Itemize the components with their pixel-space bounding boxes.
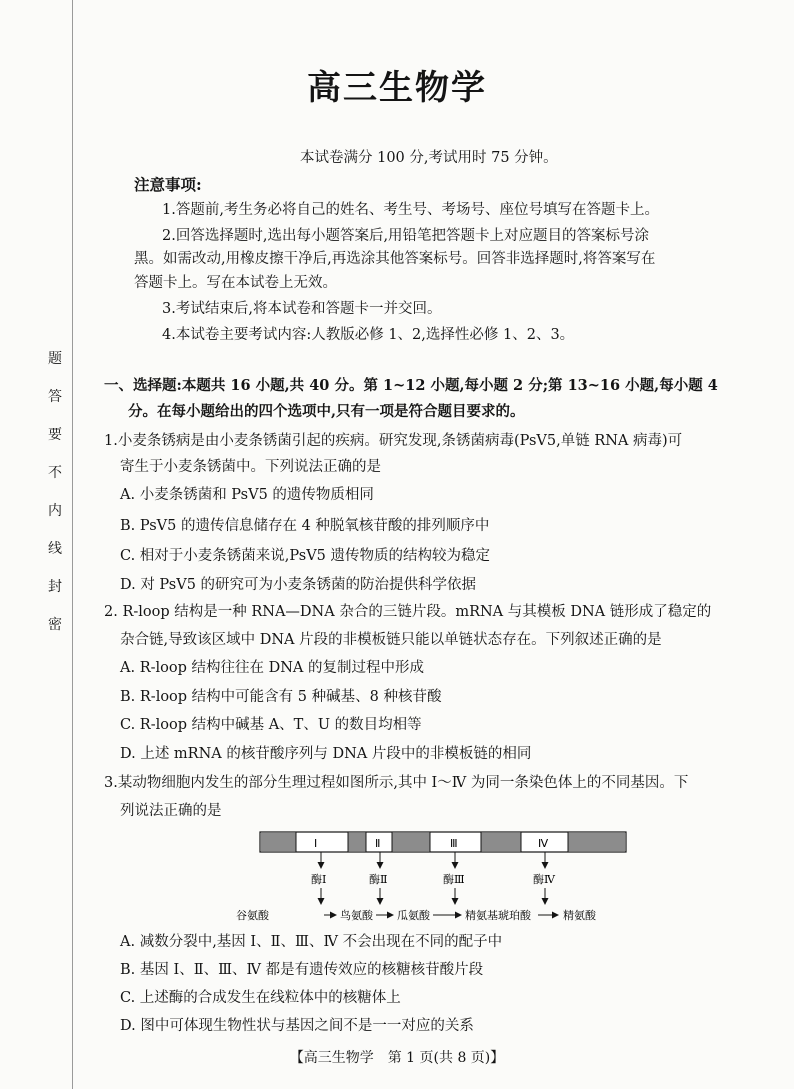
notice-line: 3.考试结束后,将本试卷和答题卡一并交回。 [162,301,442,317]
binding-margin-line [72,0,73,1089]
q3-option-b: B. 基因 Ⅰ、Ⅱ、Ⅲ、Ⅳ 都是有遗传效应的核糖核苷酸片段 [120,962,484,978]
seal-char: 线 [48,541,62,557]
notice-line: 2.回答选择题时,选出每小题答案后,用铅笔把答题卡上对应题目的答案标号涂 [162,228,650,244]
seal-char: 题 [48,351,62,367]
gene-pathway-diagram [236,830,628,930]
q3-option-d: D. 图中可体现生物性状与基因之间不是一一对应的关系 [120,1018,474,1034]
seal-char: 封 [48,579,62,595]
q1-option-b: B. PsV5 的遗传信息储存在 4 种脱氧核苷酸的排列顺序中 [120,518,490,534]
noncoding-segment [261,833,296,851]
q2-option-c: C. R-loop 结构中碱基 A、T、U 的数目均相等 [120,717,422,733]
seal-char: 密 [48,617,62,633]
q3-stem: 3.某动物细胞内发生的部分生理过程如图所示,其中 Ⅰ～Ⅳ 为同一条染色体上的不同基因。下 [104,775,689,791]
seal-char: 不 [48,465,62,481]
gene-label-i: Ⅰ [314,838,318,850]
seal-line-notice [44,352,66,752]
notice-heading: 注意事项: [134,175,202,194]
q1-option-d: D. 对 PsV5 的研究可为小麦条锈菌的防治提供科学依据 [120,577,477,593]
noncoding-segment [568,833,625,851]
q1-option-c: C. 相对于小麦条锈菌来说,PsV5 遗传物质的结构较为稳定 [120,548,491,564]
section-heading: 一、选择题:本题共 16 小题,共 40 分。第 1~12 小题,每小题 2 分;第 13~16 小题,每小题 4 [104,377,718,394]
substance-label: 精氨酸 [563,909,596,922]
enzyme-label: 酶Ⅱ [369,873,388,886]
page-title: 高三生物学 [307,68,487,108]
seal-char: 要 [48,427,62,443]
q3-option-c: C. 上述酶的合成发生在线粒体中的核糖体上 [120,990,401,1006]
q2-stem-cont: 杂合链,导致该区域中 DNA 片段的非模板链只能以单链状态存在。下列叙述正确的是 [120,632,662,648]
q2-stem: 2. R-loop 结构是一种 RNA—DNA 杂合的三链片段。mRNA 与其模板 DNA 链形成了稳定的 [104,604,712,620]
section-heading-cont: 分。在每小题给出的四个选项中,只有一项是符合题目要求的。 [128,403,525,420]
enzyme-label: 酶Ⅳ [533,873,555,886]
q2-option-d: D. 上述 mRNA 的核苷酸序列与 DNA 片段中的非模板链的相同 [120,746,532,762]
enzyme-label: 酶Ⅲ [443,873,465,886]
page-footer: 【高三生物学 第 1 页(共 8 页)】 [289,1050,505,1066]
noncoding-segment [348,833,366,851]
q2-option-b: B. R-loop 结构中可能含有 5 种碱基、8 种核苷酸 [120,689,442,705]
q1-stem-cont: 寄生于小麦条锈菌中。下列说法正确的是 [120,459,381,475]
q3-option-a: A. 减数分裂中,基因 Ⅰ、Ⅱ、Ⅲ、Ⅳ 不会出现在不同的配子中 [120,934,503,950]
notice-line: 黑。如需改动,用橡皮擦干净后,再选涂其他答案标号。回答非选择题时,将答案写在 [134,251,656,267]
noncoding-segment [392,833,430,851]
substance-label: 精氨基琥珀酸 [465,909,531,922]
enzyme-label: 酶Ⅰ [311,873,327,886]
q3-stem-cont: 列说法正确的是 [120,803,222,819]
exam-info: 本试卷满分 100 分,考试用时 75 分钟。 [300,150,558,166]
notice-line: 1.答题前,考生务必将自己的姓名、考生号、考场号、座位号填写在答题卡上。 [162,202,659,218]
q2-option-a: A. R-loop 结构往往在 DNA 的复制过程中形成 [120,660,424,676]
gene-label-ii: Ⅱ [375,838,381,850]
substance-label: 鸟氨酸 [340,909,373,922]
substance-label: 谷氨酸 [236,909,269,922]
gene-label-iv: Ⅳ [538,838,549,850]
q1-stem: 1.小麦条锈病是由小麦条锈菌引起的疾病。研究发现,条锈菌病毒(PsV5,单链 RNA 病毒)可 [104,433,683,449]
seal-char: 内 [48,503,62,519]
seal-char: 答 [48,389,62,405]
q1-option-a: A. 小麦条锈菌和 PsV5 的遗传物质相同 [120,487,374,503]
gene-label-iii: Ⅲ [450,838,458,850]
notice-line: 答题卡上。写在本试卷上无效。 [134,275,337,291]
noncoding-segment [481,833,521,851]
notice-line: 4.本试卷主要考试内容:人教版必修 1、2,选择性必修 1、2、3。 [162,327,575,343]
substance-label: 瓜氨酸 [397,909,430,922]
